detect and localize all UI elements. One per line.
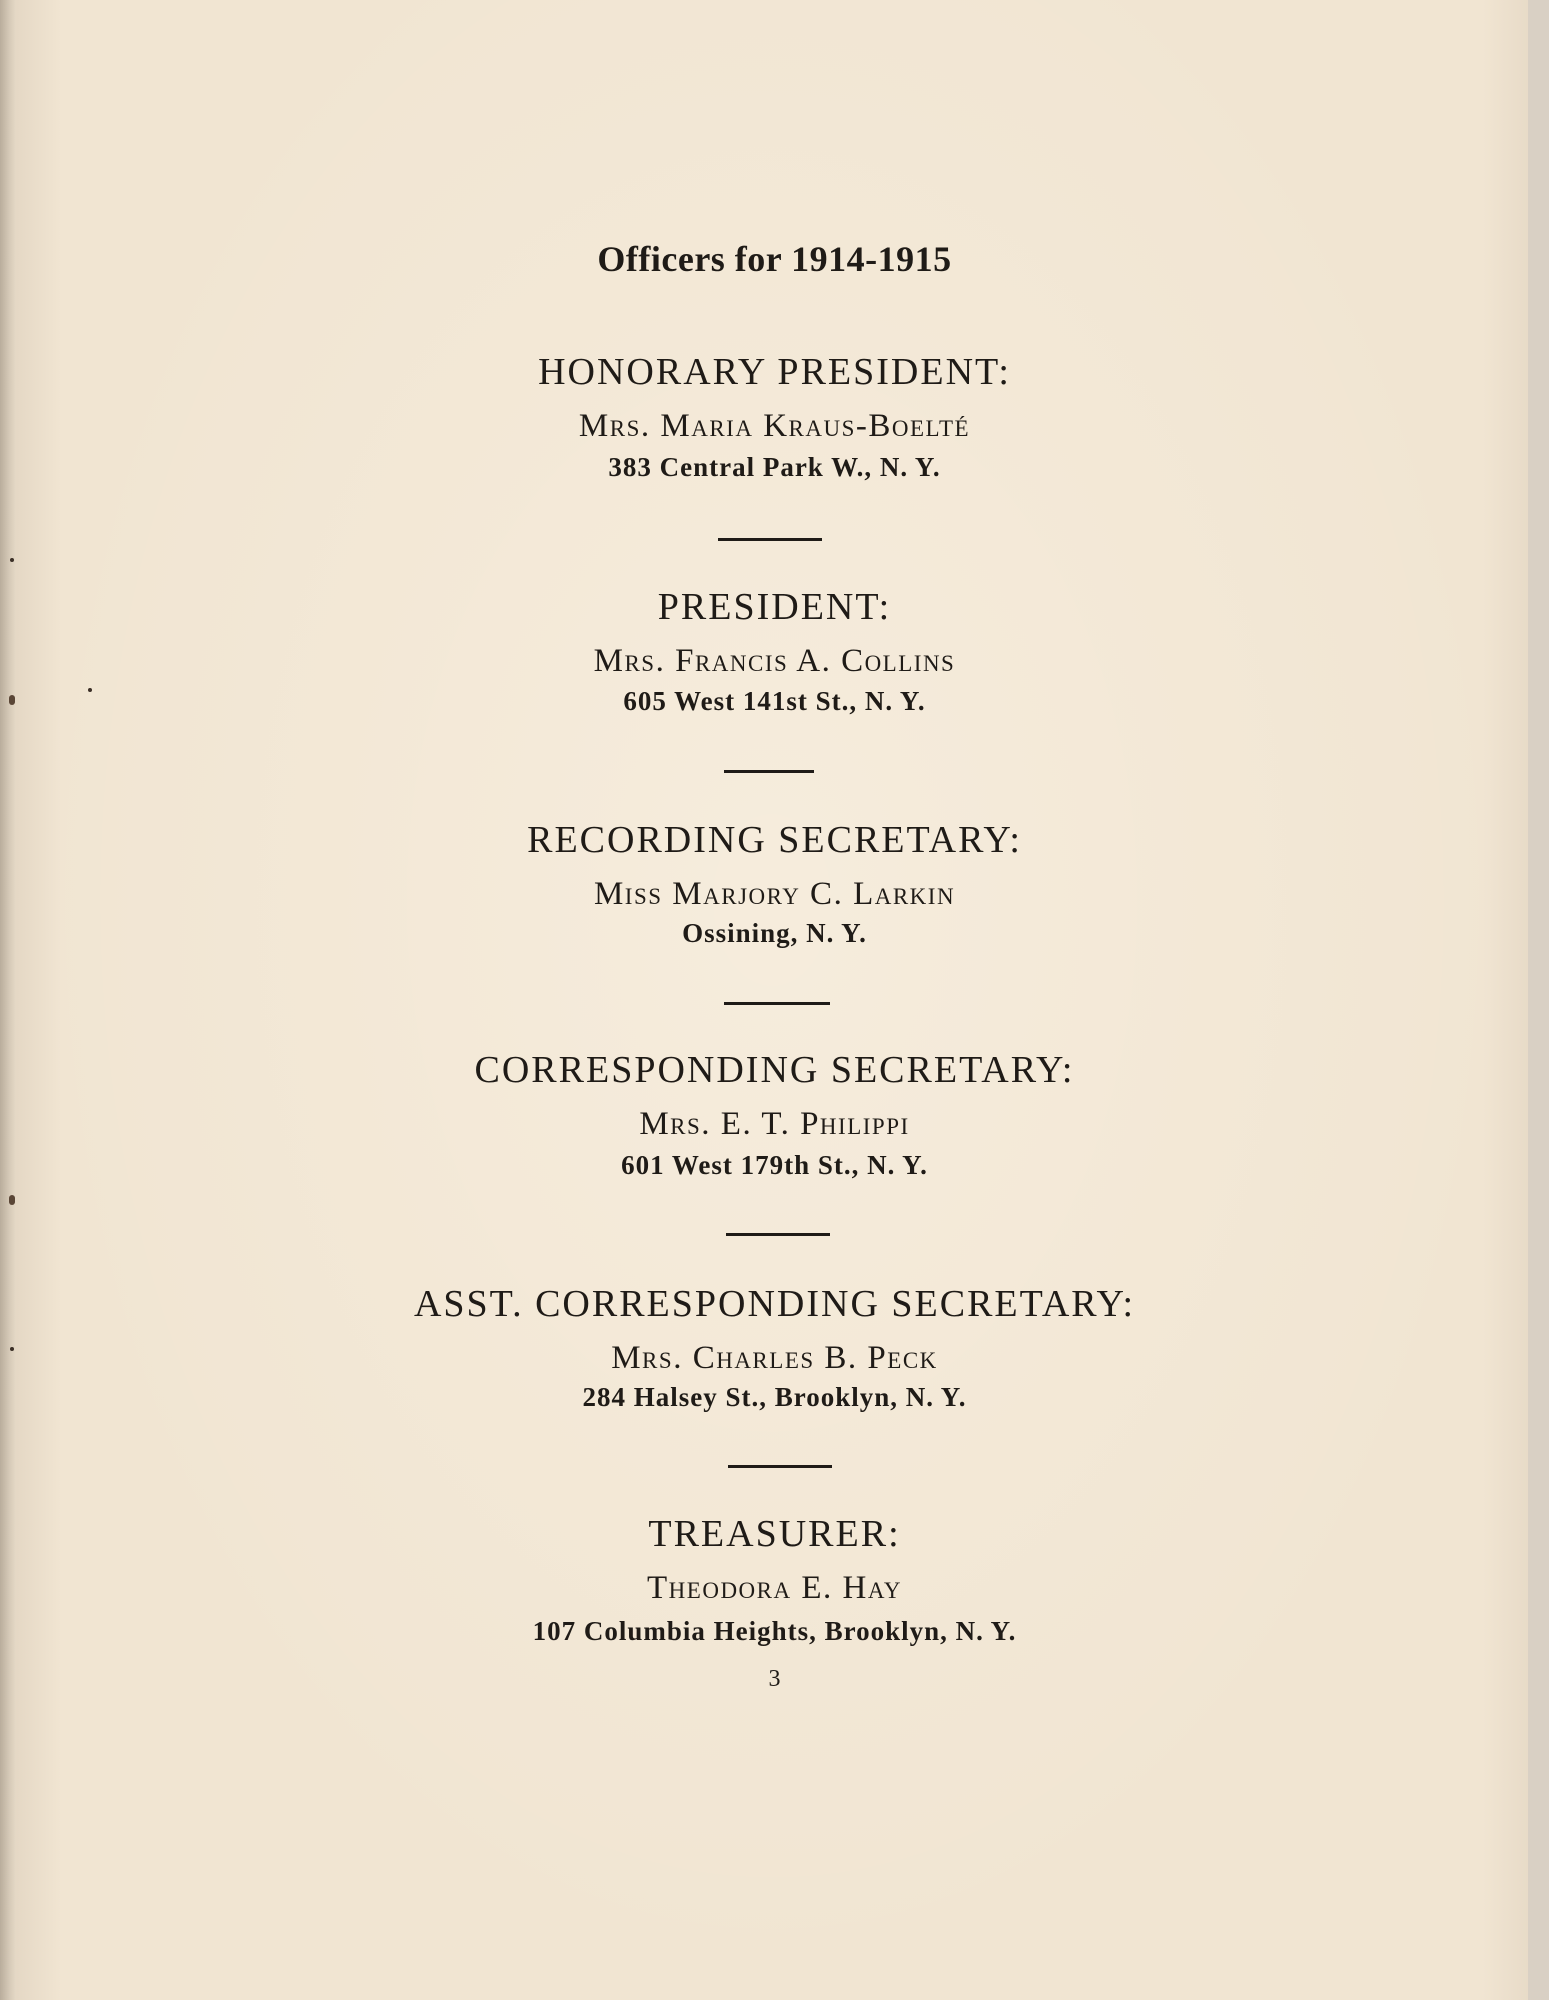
officer-role-treasurer: TREASURER: [648,1513,901,1555]
officer-name-president: Mrs. Francis A. Collins [593,643,956,679]
officer-address-asst-corresponding-secretary: 284 Halsey St., Brooklyn, N. Y. [582,1382,967,1412]
binding-staple [9,1195,15,1205]
officer-name-honorary-president: Mrs. Maria Kraus-Boelté [578,408,971,444]
section-divider [728,1465,832,1468]
officer-address-president: 605 West 141st St., N. Y. [623,686,926,716]
officer-role-honorary-president: HONORARY PRESIDENT: [538,351,1011,393]
officer-address-honorary-president: 383 Central Park W., N. Y. [608,452,941,482]
page-sheet [16,0,1528,2000]
page-number: 3 [768,1666,781,1692]
paper-speck [10,558,14,562]
section-divider [718,538,822,541]
officer-role-corresponding-secretary: CORRESPONDING SECRETARY: [474,1049,1075,1091]
section-divider [724,1002,830,1005]
section-divider [726,1233,830,1236]
officer-role-asst-corresponding-secretary: ASST. CORRESPONDING SECRETARY: [413,1283,1136,1325]
officer-name-corresponding-secretary: Mrs. E. T. Philippi [639,1106,910,1142]
officer-role-recording-secretary: RECORDING SECRETARY: [527,819,1022,861]
officer-role-president: PRESIDENT: [657,586,892,628]
book-gutter [0,0,16,2000]
officer-name-recording-secretary: Miss Marjory C. Larkin [593,876,956,912]
page-title: Officers for 1914-1915 [597,239,952,279]
officer-address-corresponding-secretary: 601 West 179th St., N. Y. [621,1150,928,1180]
officer-address-recording-secretary: Ossining, N. Y. [682,918,867,948]
section-divider [724,770,814,773]
officer-address-treasurer: 107 Columbia Heights, Brooklyn, N. Y. [532,1616,1017,1646]
officer-name-asst-corresponding-secretary: Mrs. Charles B. Peck [611,1340,938,1376]
officer-name-treasurer: Theodora E. Hay [647,1570,902,1606]
